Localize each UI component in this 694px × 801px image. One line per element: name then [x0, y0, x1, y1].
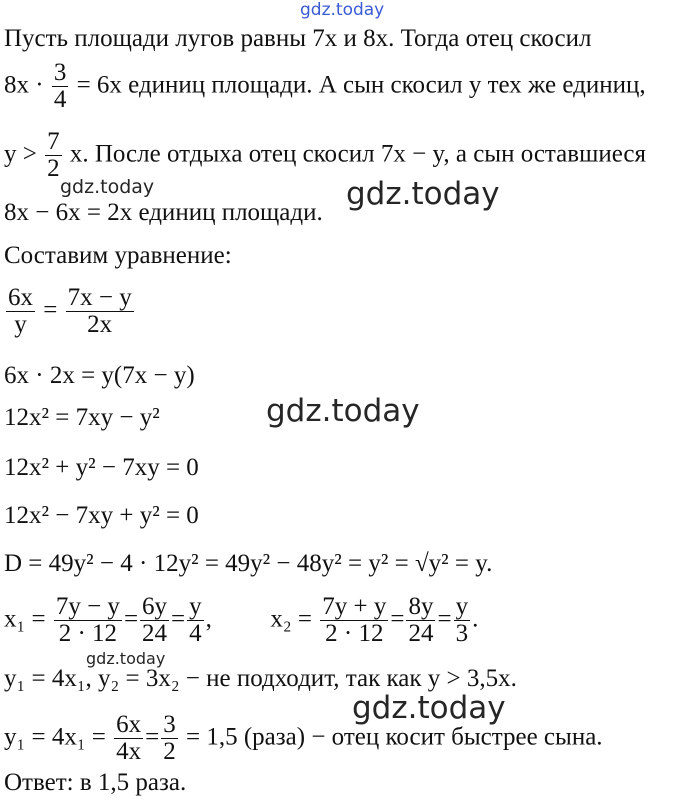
equation-3: 12x² = 7xy − y² [4, 404, 160, 431]
fraction-denominator: 2 [47, 155, 60, 183]
watermark-top: gdz.today [300, 0, 385, 20]
fraction [140, 594, 169, 648]
fraction [54, 594, 122, 648]
fraction-numerator: 7x − y [67, 284, 132, 311]
fraction [406, 594, 435, 648]
fraction-numerator: 8y [408, 593, 434, 620]
equation-1 [4, 285, 136, 339]
fraction-right [66, 285, 134, 339]
fraction-denominator: 2 [163, 738, 176, 766]
ratio-start: y₁ = 4x₁ = [4, 723, 106, 751]
intro-line-2-end: = 6x единиц площади. А сын скосил y тех же единиц, [76, 71, 646, 99]
fraction-denominator: 4 [53, 86, 67, 114]
fraction-denominator: 2 · 12 [54, 620, 122, 647]
fraction-denominator: 24 [142, 620, 168, 648]
fraction [320, 594, 388, 648]
ratio-line: y₁ = 4x₁ = $\frac{6x}{4x}$ = $\frac{3}{2}$ = 1,5 (раза) − отец косит быстрее сына. [4, 711, 603, 766]
watermark-large: gdz.today [346, 176, 500, 212]
fraction-numerator: 3 [163, 711, 176, 738]
fraction-numerator: y [455, 593, 469, 620]
discriminant-line: D = 49y² − 4 · 12y² = 49y² − 48y² = y² = √y² = y. [4, 550, 493, 577]
ratio-end: = 1,5 (раза) − отец косит быстрее сына. [186, 723, 603, 751]
fraction-denominator: 2x [66, 311, 134, 338]
fraction [187, 594, 204, 648]
fraction-numerator: 7y + y [322, 593, 387, 620]
fraction-numerator: 6x [116, 711, 142, 738]
fraction-denominator: 4x [116, 738, 142, 766]
fraction-numerator: 7 [47, 128, 60, 155]
fraction-denominator: 3 [455, 620, 469, 648]
intro-line-3 [4, 129, 646, 183]
fraction-denominator: 24 [408, 620, 434, 648]
equation-4: 12x² + y² − 7xy = 0 [4, 454, 199, 481]
intro-line-1: Пусть площади лугов равны 7x и 8x. Тогда отец скосил [4, 25, 592, 52]
intro-line-2-start: 8x · [4, 71, 44, 99]
watermark-large: gdz.today [266, 393, 420, 429]
fraction-denominator: y [6, 311, 35, 338]
equation-title: Составим уравнение: [4, 242, 232, 269]
fraction-denominator: 2 · 12 [320, 620, 388, 647]
answer-line: Ответ: в 1,5 раза. [4, 769, 187, 796]
fraction-seven-halves [45, 129, 62, 183]
fraction-numerator: 7y − y [55, 593, 120, 620]
intro-line-3-end: x. После отдыха отец скосил 7x − y, а сын оставшиеся [69, 140, 647, 168]
fraction-numerator: 3 [53, 59, 67, 86]
watermark-small: gdz.today [86, 649, 166, 668]
equation-2: 6x · 2x = y(7x − y) [4, 362, 195, 389]
watermark-large: gdz.today [352, 690, 506, 726]
fraction [454, 594, 471, 648]
fraction [161, 712, 178, 766]
fraction-three-quarters [52, 60, 69, 114]
equals-sign: = [43, 296, 58, 324]
intro-line-4: 8x − 6x = 2x единиц площади. [4, 199, 323, 226]
x2-label: x₂ = [270, 605, 312, 633]
fraction-numerator: y [189, 593, 202, 620]
fraction-numerator: 6x [8, 284, 33, 311]
y-relations-line: y₁ = 4x₁, y₂ = 3x₂ − не подходит, так как y > 3,5x. [4, 665, 517, 692]
fraction-denominator: 4 [189, 620, 202, 648]
roots-line: x₁ = $\frac{7y - y}{2 \cdot 12}$ = $\frac{6y}{24}$ = $\frac{y}{4}$ , x₂ = $\frac{7y + y}{2 \cdot 12}$ = $\frac{8y}{24}$ = $\frac{y}{3}$ . [4, 593, 479, 648]
fraction [114, 712, 143, 766]
equation-5: 12x² − 7xy + y² = 0 [4, 502, 199, 529]
intro-line-2 [4, 60, 646, 114]
fraction-numerator: 6y [142, 593, 168, 620]
x1-label: x₁ = [4, 605, 46, 633]
fraction-left [6, 285, 35, 339]
watermark-small: gdz.today [60, 176, 155, 198]
intro-line-3-start: y > [4, 140, 37, 168]
